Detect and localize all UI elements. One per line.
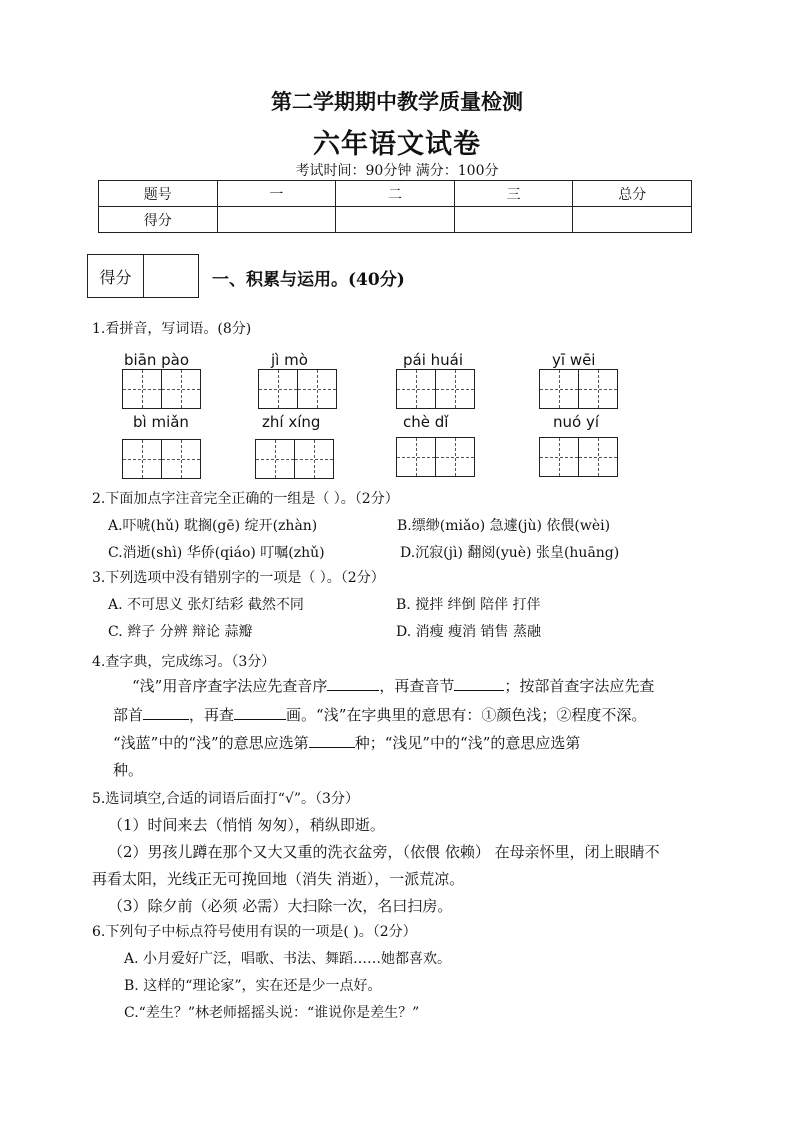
option-c: C.“差生？”林老师摇摇头说：“谁说你是差生？”	[124, 1005, 420, 1021]
section-score-field[interactable]	[144, 255, 198, 297]
score-table-cell: 得分	[99, 207, 218, 233]
score-table-cell: 二	[336, 181, 455, 207]
score-table-cell: 总分	[573, 181, 692, 207]
writing-grid[interactable]	[396, 437, 474, 477]
score-table-cell: 一	[217, 181, 336, 207]
option-b: B.缥缈(miǎo) 急遽(jù) 依偎(wèi)	[397, 518, 611, 534]
pinyin-label: nuó yí	[553, 413, 600, 431]
option-c: C. 辫子 分辨 辩论 蒜瓣	[108, 624, 253, 640]
question-4-title: 4.查字典，完成练习。（3分）	[92, 654, 276, 670]
writing-grid[interactable]	[255, 439, 333, 479]
score-table-header-row	[99, 181, 692, 207]
writing-grid[interactable]	[122, 369, 200, 409]
answer-blank[interactable]	[454, 676, 504, 691]
answer-blank[interactable]	[143, 705, 189, 720]
answer-blank[interactable]	[327, 676, 379, 691]
question-5-item-2-cont: 再看太阳，光线正无可挽回地（消失 消逝），一派荒凉。	[92, 870, 465, 888]
pinyin-label: bì miǎn	[133, 413, 189, 431]
pinyin-label: yī wēi	[552, 351, 596, 369]
writing-grid[interactable]	[539, 437, 617, 477]
paper-title: 六年语文试卷	[313, 129, 481, 160]
score-table-cell[interactable]	[573, 207, 692, 233]
exam-info: 考试时间：90分钟 满分：100分	[295, 163, 499, 179]
score-table-cell[interactable]	[336, 207, 455, 233]
score-table-cell[interactable]	[454, 207, 573, 233]
answer-blank[interactable]	[309, 733, 355, 748]
question-3-title: 3.下列选项中没有错别字的一项是（ ）。（2分）	[92, 570, 385, 586]
score-table-cell: 题号	[99, 181, 218, 207]
option-b: B. 这样的“理论家”，实在还是少一点好。	[124, 978, 382, 994]
pinyin-label: zhí xíng	[262, 413, 321, 431]
pinyin-label: biān pào	[124, 351, 190, 369]
score-table	[98, 180, 692, 233]
question-5-item-3: （3）除夕前（必须 必需）大扫除一次，名曰扫房。	[108, 897, 453, 915]
writing-grid[interactable]	[122, 439, 200, 479]
question-4-line-3: “浅蓝”中的“浅”的意思应选第 种；“浅见”中的“浅”的意思应选第	[113, 734, 581, 752]
question-5-title: 5.选词填空,合适的词语后面打“√”。（3分）	[92, 791, 359, 807]
question-1-title: 1.看拼音，写词语。(8分)	[92, 321, 252, 337]
writing-grid[interactable]	[539, 369, 617, 409]
option-a: A.吓唬(hǔ) 耽搁(gē) 绽开(zhàn)	[108, 518, 318, 534]
score-table-cell: 三	[454, 181, 573, 207]
section-score-label: 得分	[88, 255, 144, 297]
pinyin-label: chè dǐ	[403, 413, 449, 431]
option-d: D.沉寂(jì) 翻阅(yuè) 张皇(huāng)	[400, 545, 620, 561]
question-5-item-1: （1）时间来去（悄悄 匆匆），稍纵即逝。	[108, 816, 385, 834]
question-2-title: 2.下面加点字注音完全正确的一组是（ ）。（2分）	[92, 491, 399, 507]
section-score-box	[87, 254, 199, 298]
option-c: C.消逝(shì) 华侨(qiáo) 叮嘱(zhǔ)	[108, 545, 325, 561]
score-table-cell[interactable]	[217, 207, 336, 233]
question-4-line-1: “浅”用音序查字法应先查音序 ，再查音节 ；按部首查字法应先查	[132, 677, 655, 695]
option-b: B. 搅拌 绊倒 陪伴 打伴	[396, 597, 541, 613]
score-table-score-row	[99, 207, 692, 233]
question-6-title: 6.下列句子中标点符号使用有误的一项是( )。（2分）	[92, 924, 417, 940]
option-a: A. 不可思义 张灯结彩 截然不同	[108, 597, 304, 613]
question-4-line-2: 部首 ，再查 画。“浅”在字典里的意思有：①颜色浅；②程度不深。	[113, 706, 647, 724]
question-5-item-2: （2）男孩儿蹲在那个又大又重的洗衣盆旁，（依偎 依赖） 在母亲怀里，闭上眼睛不	[108, 843, 660, 861]
question-4-line-4: 种。	[113, 761, 144, 779]
section-title: 一、积累与运用。(40分)	[212, 270, 405, 290]
pinyin-label: pái huái	[403, 351, 464, 369]
exam-title: 第二学期期中教学质量检测	[271, 89, 523, 114]
pinyin-label: jì mò	[271, 351, 308, 369]
writing-grid[interactable]	[396, 369, 474, 409]
answer-blank[interactable]	[234, 705, 286, 720]
option-d: D. 消瘦 瘦消 销售 蒸融	[396, 624, 541, 640]
option-a: A. 小月爱好广泛，唱歌、书法、舞蹈……她都喜欢。	[124, 951, 452, 967]
writing-grid[interactable]	[258, 369, 336, 409]
